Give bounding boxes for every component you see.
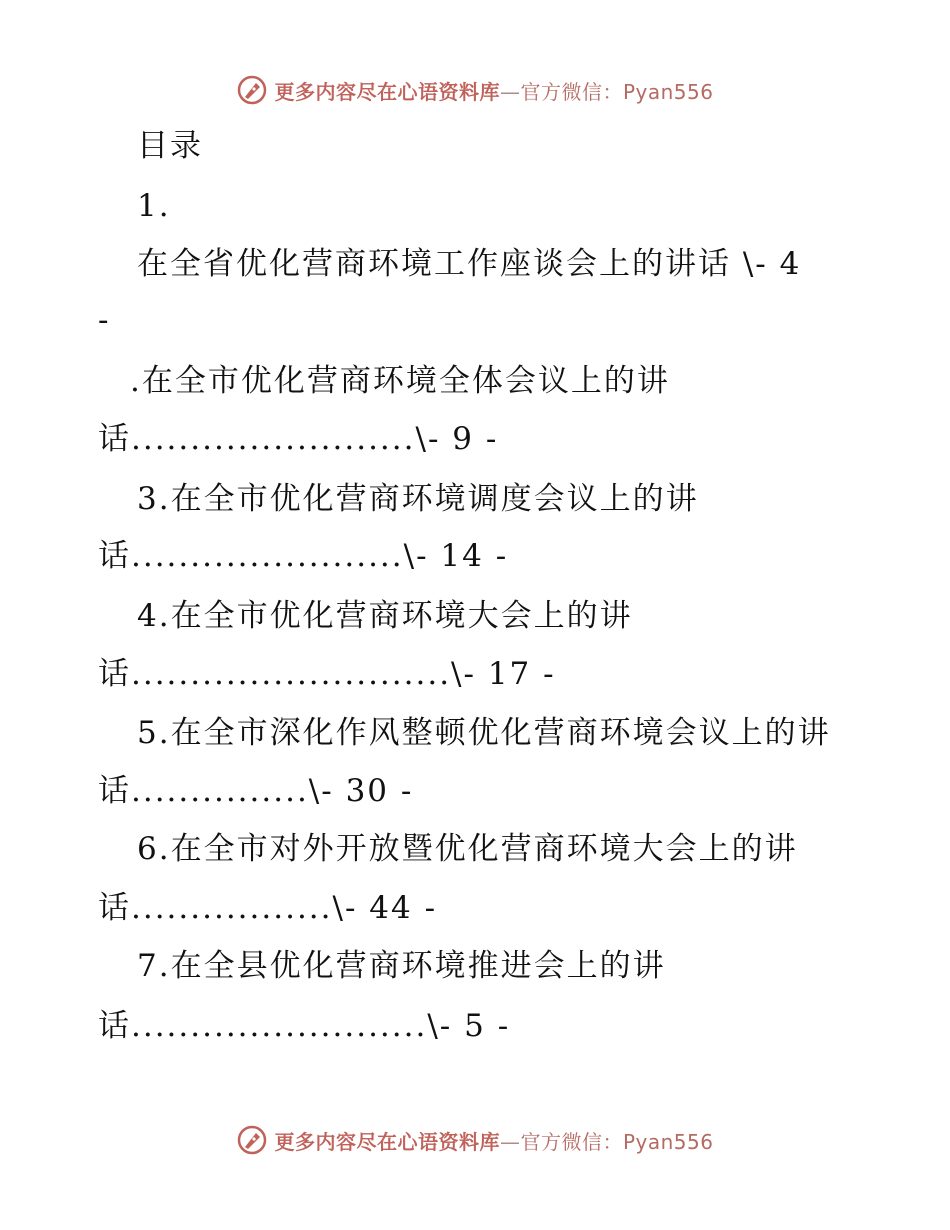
toc-entry-1-line1[interactable]: 在全省优化营商环境工作座谈会上的讲话 \- 4 bbox=[137, 246, 802, 282]
watermark-separator: — bbox=[499, 79, 521, 104]
toc-entry-7-line1[interactable]: 7.在全县优化营商环境推进会上的讲 bbox=[137, 948, 666, 984]
toc-entry-1-line2[interactable]: - bbox=[98, 302, 111, 338]
toc-entry-5-line2[interactable]: 话...............\- 30 - bbox=[98, 773, 414, 809]
toc-entry-2-line1[interactable]: .在全市优化营商环境全体会议上的讲 bbox=[130, 363, 670, 399]
toc-entry-6-line1[interactable]: 6.在全市对外开放暨优化营商环境大会上的讲 bbox=[137, 831, 798, 867]
watermark-brand: 更多内容尽在心语资料库 bbox=[274, 79, 500, 104]
toc-entry-4-line1[interactable]: 4.在全市优化营商环境大会上的讲 bbox=[137, 598, 633, 634]
pen-nib-circle-icon bbox=[236, 1124, 268, 1156]
watermark-separator: — bbox=[499, 1129, 521, 1154]
watermark-wechat: 官方微信：Pyan556 bbox=[520, 1129, 714, 1154]
watermark-brand: 更多内容尽在心语资料库 bbox=[274, 1129, 500, 1154]
toc-entry-2-line2[interactable]: 话........................\- 9 - bbox=[98, 421, 499, 457]
toc-entry-4-line2[interactable]: 话...........................\- 17 - bbox=[98, 656, 556, 692]
toc-entry-3-line1[interactable]: 3.在全市优化营商环境调度会议上的讲 bbox=[137, 481, 699, 517]
watermark-text bbox=[274, 1126, 713, 1155]
watermark-inner bbox=[236, 1124, 713, 1156]
toc-entry-5-line1[interactable]: 5.在全市深化作风整顿优化营商环境会议上的讲 bbox=[137, 715, 831, 751]
watermark-banner-bottom bbox=[0, 1120, 950, 1160]
toc-entry-7-line2[interactable]: 话.........................\- 5 - bbox=[98, 1008, 511, 1044]
toc-entry-3-line2[interactable]: 话.......................\- 14 - bbox=[98, 538, 509, 574]
toc-entry-6-line2[interactable]: 话.................\- 44 - bbox=[98, 890, 438, 926]
toc-heading: 目录 bbox=[137, 128, 203, 164]
toc-number-one: 1. bbox=[137, 188, 171, 224]
watermark-wechat: 官方微信：Pyan556 bbox=[520, 79, 714, 104]
